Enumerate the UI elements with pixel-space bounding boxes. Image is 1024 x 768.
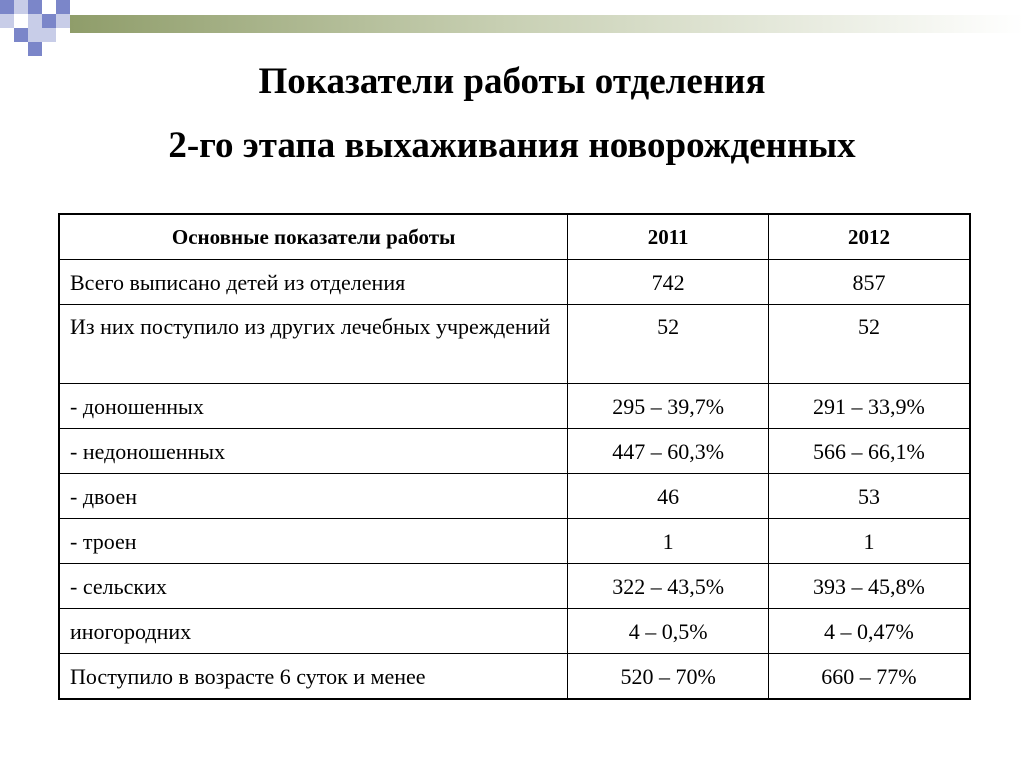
value-2012: 4 – 0,47%	[768, 609, 970, 654]
table-row	[59, 305, 970, 384]
header-indicator: Основные показатели работы	[59, 214, 568, 260]
row-label: Всего выписано детей из отделения	[59, 260, 568, 305]
row-label: Поступило в возрасте 6 суток и менее	[59, 654, 568, 700]
value-2011: 520 – 70%	[568, 654, 769, 700]
value-2012: 1	[768, 519, 970, 564]
value-2012: 52	[768, 305, 970, 384]
table-row	[59, 474, 970, 519]
value-2011: 295 – 39,7%	[568, 384, 769, 429]
value-2012: 291 – 33,9%	[768, 384, 970, 429]
value-2011: 46	[568, 474, 769, 519]
table-header-row	[59, 214, 970, 260]
value-2012: 393 – 45,8%	[768, 564, 970, 609]
table-row	[59, 519, 970, 564]
table-row	[59, 609, 970, 654]
row-label: иногородних	[59, 609, 568, 654]
row-label: - доношенных	[59, 384, 568, 429]
value-2011: 4 – 0,5%	[568, 609, 769, 654]
value-2012: 660 – 77%	[768, 654, 970, 700]
header-2011: 2011	[568, 214, 769, 260]
value-2012: 53	[768, 474, 970, 519]
title-line-1: Показатели работы отделения	[258, 61, 766, 102]
value-2012: 857	[768, 260, 970, 305]
value-2011: 1	[568, 519, 769, 564]
row-label: - троен	[59, 519, 568, 564]
value-2011: 322 – 43,5%	[568, 564, 769, 609]
row-label: - двоен	[59, 474, 568, 519]
table-row	[59, 429, 970, 474]
value-2011: 52	[568, 305, 769, 384]
table-row	[59, 384, 970, 429]
table-row	[59, 564, 970, 609]
value-2011: 447 – 60,3%	[568, 429, 769, 474]
table-row	[59, 654, 970, 700]
row-label: - сельских	[59, 564, 568, 609]
row-label: - недоношенных	[59, 429, 568, 474]
value-2011: 742	[568, 260, 769, 305]
row-label: Из них поступило из других лечебных учреждений	[59, 305, 568, 384]
slide-title	[0, 50, 1024, 178]
title-line-2: 2-го этапа выхаживания новорожденных	[168, 125, 856, 166]
header-2012: 2012	[768, 214, 970, 260]
value-2012: 566 – 66,1%	[768, 429, 970, 474]
table-row	[59, 260, 970, 305]
stats-table	[58, 213, 971, 700]
